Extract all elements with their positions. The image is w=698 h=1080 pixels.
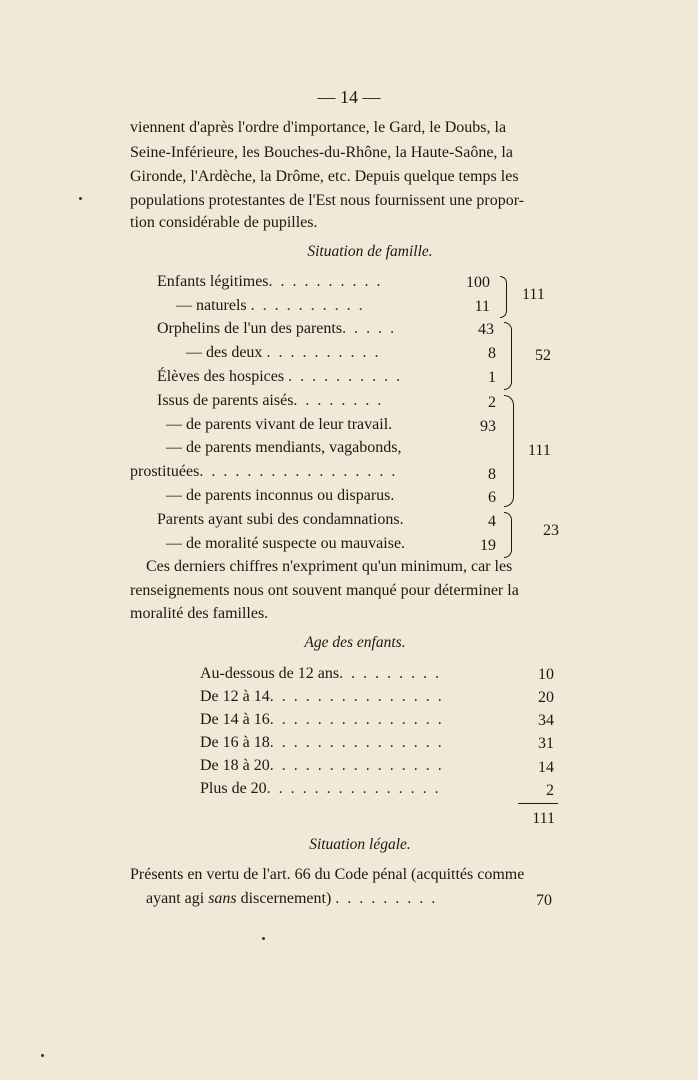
- legal-section-heading: Situation légale.: [309, 836, 411, 853]
- age-row-label: De 14 à 16. . . . . . . . . . . . . . .: [200, 711, 444, 728]
- family-row-label: — de parents inconnus ou disparus.: [166, 487, 395, 504]
- age-row-label: Plus de 20. . . . . . . . . . . . . . .: [200, 780, 441, 797]
- family-row-value: 8: [488, 466, 496, 483]
- age-row-label: De 12 à 14. . . . . . . . . . . . . . .: [200, 688, 444, 705]
- legal-line: Présents en vertu de l'art. 66 du Code pénal (acquittés comme: [130, 866, 525, 883]
- legal-value: 70: [536, 892, 552, 909]
- brace-legitimacy: [500, 276, 507, 318]
- age-row-value: 20: [538, 689, 554, 706]
- family-row-label: Orphelins de l'un des parents. . . . .: [157, 320, 397, 337]
- sum-rule: [518, 803, 558, 804]
- brace-condemnations: [504, 512, 512, 558]
- family-row-label: Issus de parents aisés. . . . . . . .: [157, 392, 384, 409]
- family-row-value: 43: [478, 321, 494, 338]
- brace-parents: [504, 395, 514, 507]
- note-line: moralité des familles.: [130, 605, 269, 622]
- group-total-condemnations: 23: [543, 522, 559, 539]
- legal-line: ayant agi sans discernement) . . . . . . . . .: [146, 890, 438, 907]
- intro-line: Gironde, l'Ardèche, la Drôme, etc. Depuis quelque temps les: [130, 168, 519, 185]
- family-row-label: — naturels . . . . . . . . . .: [176, 297, 365, 314]
- age-row-value: 14: [538, 759, 554, 776]
- intro-line: tion considérable de pupilles.: [130, 214, 318, 231]
- family-row-label: — de parents mendiants, vagabonds,: [166, 439, 402, 456]
- print-speck: [41, 1054, 44, 1057]
- age-row-label: Au-dessous de 12 ans. . . . . . . . .: [200, 665, 442, 682]
- age-total: 111: [532, 810, 555, 827]
- family-row-value: 19: [480, 537, 496, 554]
- family-row-value: 93: [480, 418, 496, 435]
- print-speck: [79, 197, 82, 200]
- age-row-value: 34: [538, 712, 554, 729]
- family-row-label: Enfants légitimes. . . . . . . . . .: [157, 273, 383, 290]
- family-row-value: 11: [474, 298, 490, 315]
- family-row-value: 8: [488, 345, 496, 362]
- family-row-value: 2: [488, 394, 496, 411]
- family-row-label: — de parents vivant de leur travail.: [166, 416, 393, 433]
- family-row-label: — des deux . . . . . . . . . .: [186, 344, 381, 361]
- family-row-value: 1: [488, 369, 496, 386]
- family-row-value: 6: [488, 489, 496, 506]
- family-row-value: 4: [488, 513, 496, 530]
- family-row-value: 100: [466, 274, 490, 291]
- page-number: — 14 —: [317, 87, 381, 107]
- family-section-heading: Situation de famille.: [307, 243, 433, 260]
- group-total-orphans: 52: [535, 347, 551, 364]
- note-line: Ces derniers chiffres n'expriment qu'un minimum, car les: [146, 558, 513, 575]
- intro-line: viennent d'après l'ordre d'importance, le Gard, le Doubs, la: [130, 119, 507, 136]
- print-speck: [262, 937, 265, 940]
- family-row-label: Parents ayant subi des condamnations.: [157, 511, 404, 528]
- age-section-heading: Age des enfants.: [304, 634, 406, 651]
- group-total-parents: 111: [528, 442, 551, 459]
- brace-orphans: [504, 322, 512, 390]
- family-row-label: prostituées. . . . . . . . . . . . . . . . .: [130, 463, 398, 480]
- age-row-label: De 18 à 20. . . . . . . . . . . . . . .: [200, 757, 444, 774]
- intro-line: Seine-Inférieure, les Bouches-du-Rhône, la Haute-Saône, la: [130, 144, 513, 161]
- family-row-label: Élèves des hospices . . . . . . . . . .: [157, 368, 403, 385]
- age-row-value: 2: [546, 782, 554, 799]
- family-row-label: — de moralité suspecte ou mauvaise.: [166, 535, 406, 552]
- group-total-legitimacy: 111: [522, 286, 545, 303]
- intro-line: populations protestantes de l'Est nous fournissent une propor-: [130, 192, 525, 209]
- age-row-label: De 16 à 18. . . . . . . . . . . . . . .: [200, 734, 444, 751]
- note-line: renseignements nous ont souvent manqué pour déterminer la: [130, 582, 519, 599]
- age-row-value: 10: [538, 666, 554, 683]
- age-row-value: 31: [538, 735, 554, 752]
